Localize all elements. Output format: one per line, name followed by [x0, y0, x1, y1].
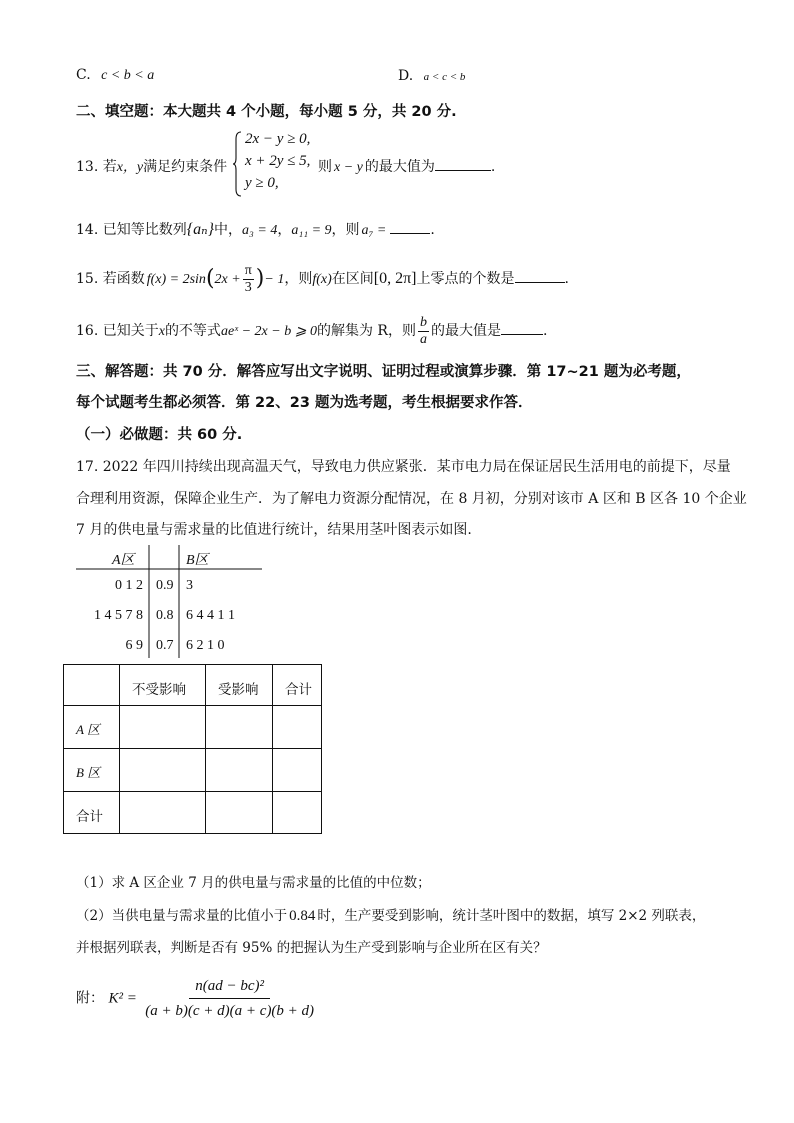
- stem-leaf-row-2-stem: 0.8: [156, 608, 174, 623]
- stem-leaf-row-1-left: 0 1 2: [115, 578, 143, 593]
- appendix-numerator: n(ad − bc)²: [189, 976, 270, 999]
- q13-lead: [76, 156, 227, 176]
- stem-leaf-row-3-right: 6 2 1 0: [186, 638, 225, 653]
- q13-constraint-1: 2x − y ≥ 0,: [245, 131, 311, 147]
- appendix-fraction: [143, 976, 316, 1021]
- q13-number: 13.: [76, 159, 99, 175]
- section-2-heading: 二、填空题：本大题共 4 个小题，每小题 5 分，共 20 分.: [76, 104, 457, 120]
- stem-leaf-plot: [76, 545, 266, 660]
- q13-vars: x，y: [116, 160, 144, 175]
- table-header-row: [64, 665, 322, 706]
- table-row-label-a: A 区: [64, 706, 120, 749]
- choice-c-expr: c < b < a: [101, 68, 155, 83]
- q14-target: a₇ =: [361, 223, 387, 238]
- table-cell[interactable]: [120, 749, 206, 792]
- q14-answer-blank[interactable]: [390, 221, 430, 234]
- q13-mid: 满足约束条件: [143, 159, 228, 175]
- q17-line-1: 17. 2022 年四川持续出现高温天气，导致电力供应紧张．某市电力局在保证居民生活用电的前提下，尽量: [76, 459, 731, 475]
- q14-number: 14.: [76, 222, 99, 238]
- q14-sep: ，: [277, 222, 292, 238]
- q15-interval: [0, 2π]: [373, 270, 417, 287]
- q15-number: 15.: [76, 271, 99, 287]
- table-header-unaffected: 不受影响: [120, 665, 206, 706]
- q15-f-rhs: − 1: [264, 272, 285, 287]
- q15-inner: 2x +: [214, 272, 241, 287]
- stem-leaf-row-1-stem: 0.9: [156, 578, 174, 593]
- q14-given-2: a₁₁ = 9: [291, 223, 332, 238]
- table-cell[interactable]: [273, 792, 322, 834]
- q16-var: x: [158, 324, 165, 339]
- q16-answer-blank[interactable]: [501, 322, 543, 335]
- table-cell[interactable]: [206, 706, 273, 749]
- section-3-line-2: 每个试题考生都必须答．第 22、23 题为选考题，考生根据要求作答．: [76, 395, 533, 411]
- choice-c: [76, 67, 154, 84]
- q16-pre: 已知关于: [102, 323, 159, 339]
- appendix-lhs: K² =: [108, 990, 137, 1007]
- q15-close-paren: ): [255, 266, 265, 291]
- q14-end: .: [430, 222, 435, 238]
- appendix-label: 附：: [76, 990, 104, 1007]
- part-1: （1）求 A 区企业 7 月的供电量与需求量的比值的中位数；: [76, 875, 431, 891]
- table-cell[interactable]: [273, 749, 322, 792]
- q15-then: ，则: [284, 271, 313, 287]
- table-header-total: 合计: [273, 665, 322, 706]
- stem-leaf-row-2-left: 1 4 5 7 8: [94, 608, 143, 623]
- stem-leaf-left-header: A区: [112, 553, 135, 568]
- q16-tail: 的最大值是: [430, 323, 501, 339]
- section-3-subheading: （一）必做题：共 60 分.: [76, 427, 243, 443]
- stem-leaf-row-1-right: 3: [186, 578, 193, 593]
- stem-leaf-row-3-left: 6 9: [125, 638, 143, 653]
- q15-post: 上零点的个数是: [416, 271, 515, 287]
- table-header-affected: 受影响: [206, 665, 273, 706]
- left-brace-icon: [233, 131, 243, 197]
- table-cell[interactable]: [120, 792, 206, 834]
- part-2-threshold: 0.84: [289, 908, 316, 924]
- part-2-pre: （2）当供电量与需求量的比值小于: [76, 908, 288, 924]
- q16-line: [76, 314, 547, 349]
- choice-d: [398, 68, 465, 84]
- q15-pi-den: 3: [244, 279, 252, 295]
- choice-c-letter: C.: [76, 67, 91, 83]
- q15-f-lhs: f(x) = 2sin: [146, 272, 206, 287]
- stem-leaf-right-header: B区: [186, 553, 209, 568]
- stem-leaf-row-2-right: 6 4 4 1 1: [186, 608, 235, 623]
- part-2-line-2: 并根据列联表，判断是否有 95% 的把握认为生产受到影响与企业所在区有关？: [76, 940, 547, 956]
- q13-constraint-2: x + 2y ≤ 5,: [245, 153, 311, 169]
- part-2-post: 时，生产要受到影响，统计茎叶图中的数据，填写 2×2 列联表，: [317, 908, 706, 924]
- choice-d-expr: a < c < b: [423, 71, 466, 83]
- table-cell[interactable]: [273, 706, 322, 749]
- q14-given-1: a₃ = 4: [242, 223, 278, 238]
- q16-post: 的解集为 R，则: [316, 323, 416, 339]
- stem-leaf-row-3-stem: 0.7: [156, 638, 174, 653]
- q13-pre: 若: [102, 159, 117, 175]
- table-header-corner: [64, 665, 120, 706]
- q14-then: ，则: [331, 222, 360, 238]
- q16-frac-den: a: [419, 331, 427, 347]
- q16-inequality: aeˣ − 2x − b ⩾ 0: [220, 324, 317, 339]
- q16-number: 16.: [76, 323, 99, 339]
- q13-constraint-3: y ≥ 0,: [245, 175, 279, 191]
- table-cell[interactable]: [120, 706, 206, 749]
- q15-pre: 若函数: [102, 271, 145, 287]
- part-2-line-1: [76, 904, 705, 925]
- q15-open-paren: (: [205, 266, 215, 291]
- q14-pre: 已知等比数列: [102, 222, 187, 238]
- table-row: [64, 792, 322, 834]
- table-cell[interactable]: [206, 749, 273, 792]
- appendix-denominator: (a + b)(c + d)(a + c)(b + d): [145, 1003, 315, 1019]
- q15-mid: 在区间: [331, 271, 374, 287]
- contingency-table: [63, 664, 322, 834]
- table-row-label-total: 合计: [64, 792, 120, 834]
- q13-post: 的最大值为: [364, 159, 435, 175]
- q13-target: x − y: [334, 160, 363, 175]
- q16-frac-num: b: [419, 314, 427, 330]
- q15-f: f(x): [312, 272, 332, 287]
- q14-sequence: {aₙ}: [186, 221, 214, 238]
- q13-end: .: [490, 159, 496, 175]
- q16-ba-fraction: [418, 315, 429, 348]
- q13-answer-blank[interactable]: [435, 158, 491, 171]
- q13-tail: [318, 156, 495, 176]
- q17-line-3: 7 月的供电量与需求量的比值进行统计，结果用茎叶图表示如图.: [76, 522, 472, 538]
- q14-line: [76, 219, 435, 239]
- appendix-formula: [76, 976, 318, 1021]
- q15-answer-blank[interactable]: [515, 270, 565, 283]
- q15-pi-fraction: [243, 263, 254, 296]
- q14-mid: 中，: [214, 222, 242, 238]
- table-row: [64, 706, 322, 749]
- q15-pi-num: π: [244, 262, 252, 278]
- table-row: [64, 749, 322, 792]
- q13-then: 则: [318, 159, 332, 175]
- q15-line: [76, 262, 569, 297]
- q15-end: .: [564, 271, 569, 287]
- q17-line-2: 合理利用资源，保障企业生产．为了解电力资源分配情况，在 8 月初，分别对该市 A 区和 B 区各 10 个企业: [76, 491, 747, 507]
- q16-end: .: [542, 323, 548, 339]
- q16-mid: 的不等式: [164, 323, 221, 339]
- choice-d-letter: D.: [398, 68, 414, 84]
- table-row-label-b: B 区: [64, 749, 120, 792]
- table-cell[interactable]: [206, 792, 273, 834]
- section-3-line-1: 三、解答题：共 70 分．解答应写出文字说明、证明过程或演算步骤．第 17~21 题为必考题，: [76, 364, 691, 380]
